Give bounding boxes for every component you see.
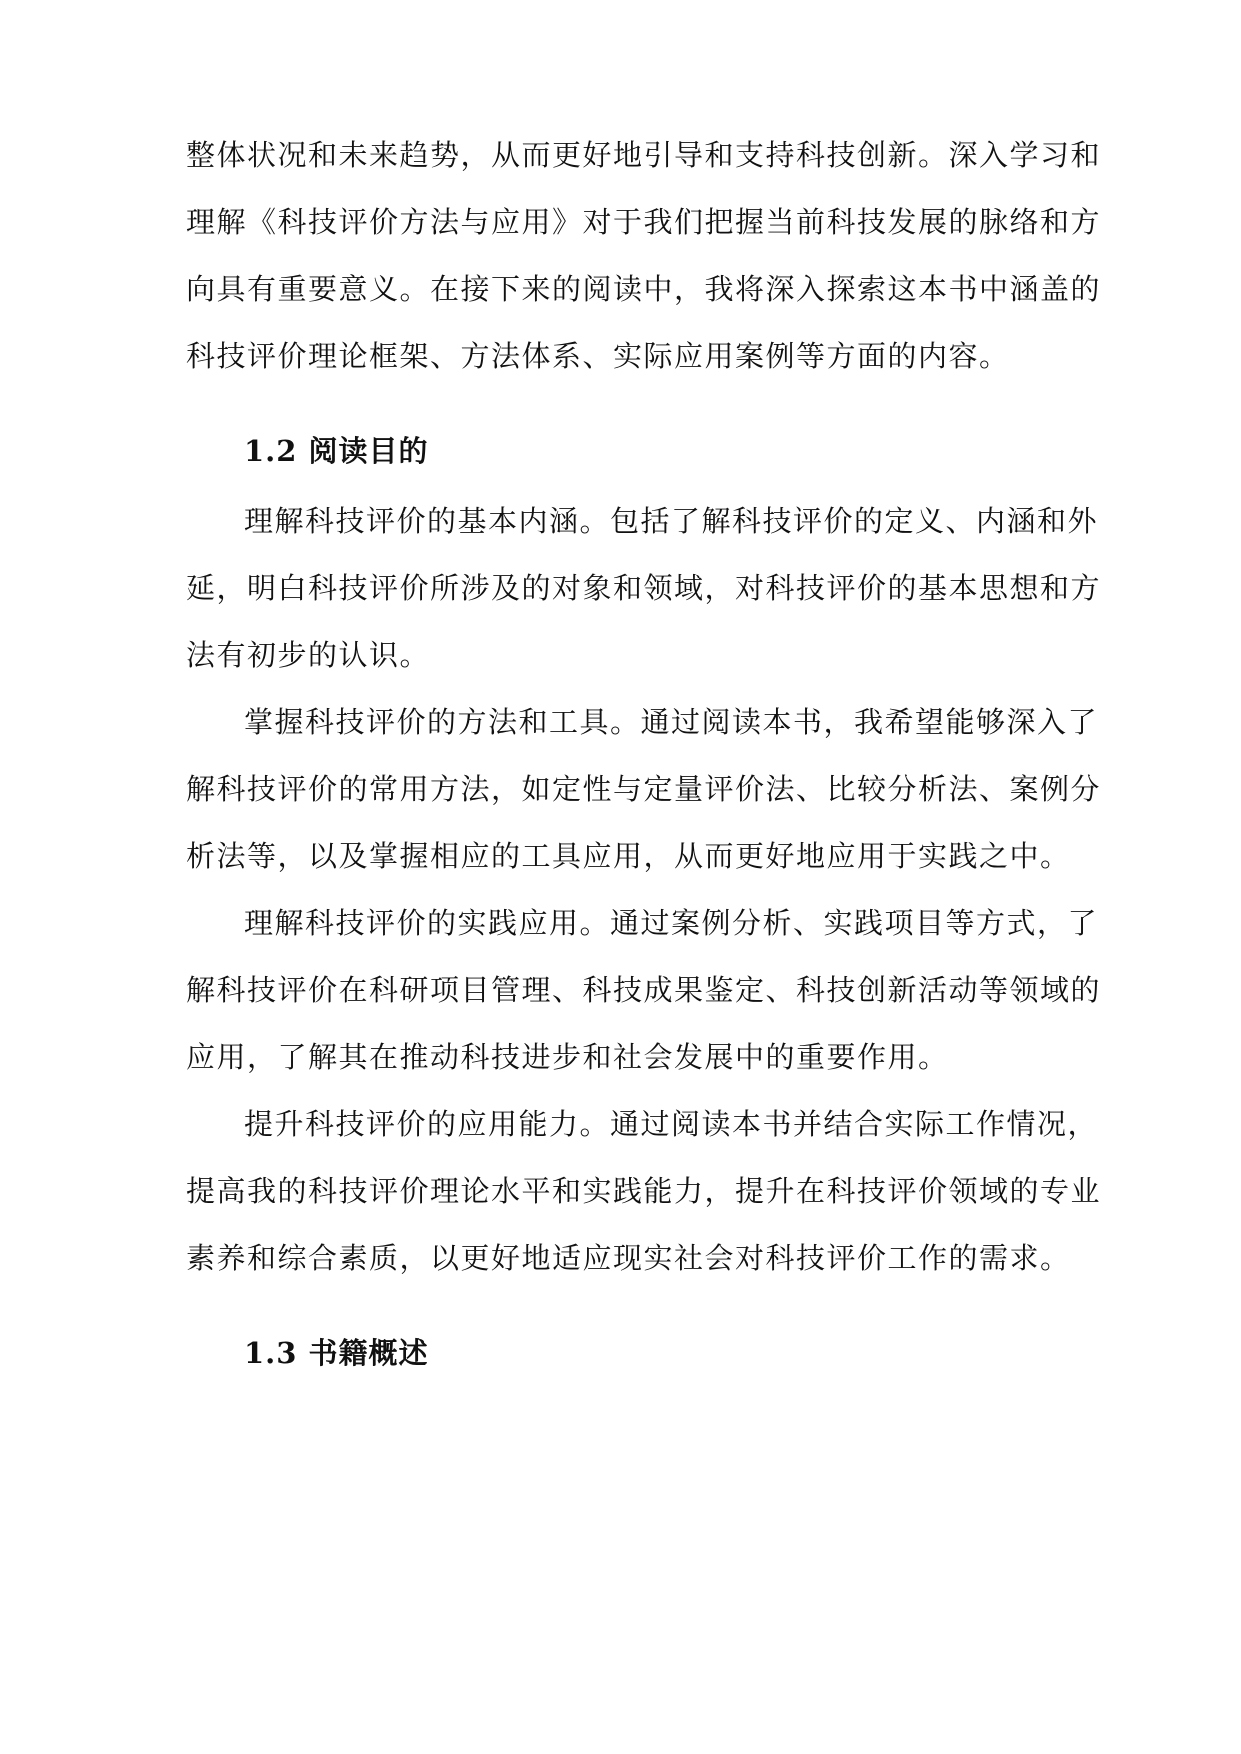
paragraph-line: 提高我的科技评价理论水平和实践能力，提升在科技评价领域的专业 [186,1174,1102,1208]
paragraph-line: 科技评价理论框架、方法体系、实际应用案例等方面的内容。 [186,339,1010,373]
paragraph-line: 掌握科技评价的方法和工具。通过阅读本书，我希望能够深入了 [244,705,1099,739]
paragraph-line: 法有初步的认识。 [186,638,431,672]
paragraph-line: 应用，了解其在推动科技进步和社会发展中的重要作用。 [186,1040,949,1074]
paragraph-line: 解科技评价的常用方法，如定性与定量评价法、比较分析法、案例分 [186,772,1102,806]
paragraph-line: 延，明白科技评价所涉及的对象和领域，对科技评价的基本思想和方 [186,571,1102,605]
paragraph-line: 素养和综合素质，以更好地适应现实社会对科技评价工作的需求。 [186,1241,1071,1275]
paragraph-line: 提升科技评价的应用能力。通过阅读本书并结合实际工作情况， [244,1107,1099,1141]
paragraph-line: 向具有重要意义。在接下来的阅读中，我将深入探索这本书中涵盖的 [186,272,1102,306]
paragraph-line: 解科技评价在科研项目管理、科技成果鉴定、科技创新活动等领域的 [186,973,1102,1007]
section-heading-1-3: 1.3 书籍概述 [244,1336,429,1370]
paragraph-line: 理解《科技评价方法与应用》对于我们把握当前科技发展的脉络和方 [186,205,1102,239]
paragraph-line: 整体状况和未来趋势，从而更好地引导和支持科技创新。深入学习和 [186,138,1102,172]
paragraph-line: 析法等，以及掌握相应的工具应用，从而更好地应用于实践之中。 [186,839,1071,873]
paragraph-line: 理解科技评价的基本内涵。包括了解科技评价的定义、内涵和外 [244,504,1099,538]
paragraph-line: 理解科技评价的实践应用。通过案例分析、实践项目等方式，了 [244,906,1099,940]
section-heading-1-2: 1.2 阅读目的 [244,434,429,468]
